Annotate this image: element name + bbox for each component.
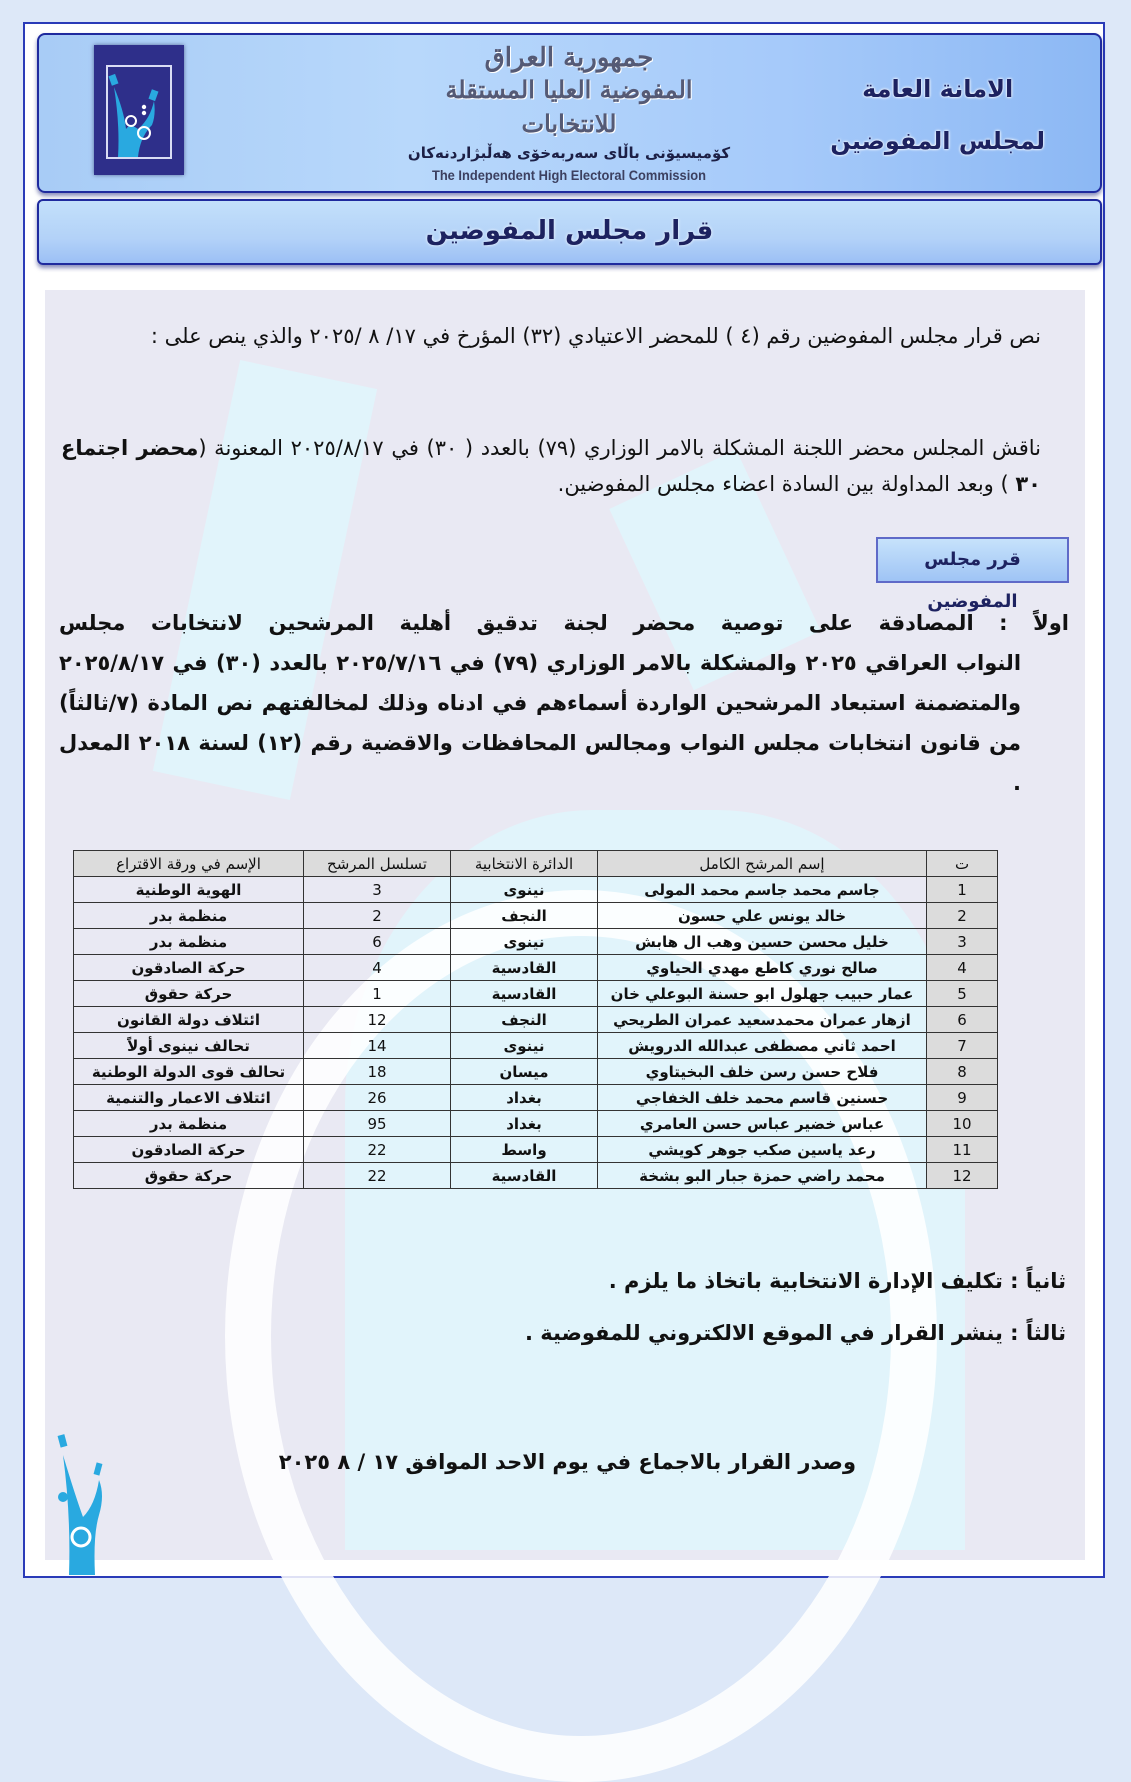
first-decision	[59, 603, 1069, 803]
row-index: 1	[927, 877, 998, 903]
closing-statement: وصدر القرار بالاجماع في يوم الاحد الموافق ١٧ / ٨ ٢٠٢٥	[278, 1450, 856, 1474]
ballot-list-name: منظمة بدر	[74, 903, 304, 929]
row-index: 10	[927, 1111, 998, 1137]
electoral-district: نينوى	[451, 877, 598, 903]
first-decision-body: النواب العراقي ٢٠٢٥ والمشكلة بالامر الوزاري (٧٩) في ٢٠٢٥/٧/١٦ بالعدد (٣٠) في ٢٠٢٥/٨/١٧ والمتضمنة استبعاد المرشحين الواردة أسماءهم في ادناه وذلك لمخالفتهم نص المادة (٧/ثالثاً) من قانون انتخابات مجلس النواب ومجالس المحافظات والاقضية رقم (١٢) لسنة ٢٠١٨ المعدل .	[59, 651, 1022, 795]
col-header-sequence: تسلسل المرشح	[304, 851, 451, 877]
secretariat-line-2: لمجلس المفوضين	[830, 127, 1045, 155]
discussion-paragraph	[61, 430, 1041, 502]
electoral-district: نينوى	[451, 929, 598, 955]
candidate-name: خليل محسن حسين وهب ال هابش	[598, 929, 927, 955]
candidate-sequence: 6	[304, 929, 451, 955]
ballot-list-name: تحالف قوى الدولة الوطنية	[74, 1059, 304, 1085]
letterhead	[37, 33, 1102, 193]
row-index: 5	[927, 981, 998, 1007]
row-index: 4	[927, 955, 998, 981]
ihec-logo-icon	[94, 45, 184, 175]
col-header-ballot-name: الإسم في ورقة الاقتراع	[74, 851, 304, 877]
table-row	[74, 1163, 998, 1189]
candidate-name: عمار حبيب جهلول ابو حسنة البوعلي خان	[598, 981, 927, 1007]
candidate-name: ازهار عمران محمدسعيد عمران الطريحي	[598, 1007, 927, 1033]
candidate-name: احمد ثاني مصطفى عبدالله الدرويش	[598, 1033, 927, 1059]
table-row	[74, 955, 998, 981]
row-index: 12	[927, 1163, 998, 1189]
candidate-sequence: 4	[304, 955, 451, 981]
republic-title: جمهورية العراق	[484, 43, 654, 73]
electoral-district: القادسية	[451, 1163, 598, 1189]
decision-label: قرر مجلس المفوضين	[876, 537, 1069, 583]
ballot-list-name: منظمة بدر	[74, 1111, 304, 1137]
discussion-text-end: ) وبعد المداولة بين السادة اعضاء مجلس المفوضين.	[557, 472, 1016, 496]
electoral-district: النجف	[451, 1007, 598, 1033]
electoral-district: النجف	[451, 903, 598, 929]
candidate-sequence: 3	[304, 877, 451, 903]
electoral-district: بغداد	[451, 1085, 598, 1111]
candidate-name: رعد ياسين صكب جوهر كويشي	[598, 1137, 927, 1163]
candidate-sequence: 22	[304, 1163, 451, 1189]
secretariat-line-1: الامانة العامة	[862, 75, 1014, 103]
excluded-candidates-table	[73, 850, 998, 1189]
candidate-sequence: 1	[304, 981, 451, 1007]
meeting-minutes-ref: محضر اجتماع ٣٠	[61, 436, 1041, 496]
document-title: قرار مجلس المفوضين	[37, 199, 1102, 265]
candidate-sequence: 2	[304, 903, 451, 929]
table-row	[74, 1111, 998, 1137]
electoral-district: بغداد	[451, 1111, 598, 1137]
second-decision: ثانياً : تكليف الإدارة الانتخابية باتخاذ ما يلزم .	[608, 1269, 1066, 1293]
candidate-name: محمد راضي حمزة جبار البو بشخة	[598, 1163, 927, 1189]
ballot-list-name: حركة حقوق	[74, 1163, 304, 1189]
table-row	[74, 929, 998, 955]
commission-kurdish: كۆمیسیۆنی باڵای سەربەخۆی هەڵبژاردنەکان	[407, 144, 731, 162]
electoral-district: القادسية	[451, 981, 598, 1007]
table-row	[74, 981, 998, 1007]
ballot-list-name: ائتلاف دولة القانون	[74, 1007, 304, 1033]
table-row	[74, 1137, 998, 1163]
candidate-name: صالح نوري كاطع مهدي الحياوي	[598, 955, 927, 981]
table-row	[74, 1059, 998, 1085]
ballot-list-name: ائتلاف الاعمار والتنمية	[74, 1085, 304, 1111]
col-header-district: الدائرة الانتخابية	[451, 851, 598, 877]
candidate-sequence: 22	[304, 1137, 451, 1163]
row-index: 7	[927, 1033, 998, 1059]
candidate-name: عباس خضير عباس حسن العامري	[598, 1111, 927, 1137]
col-header-full-name: إسم المرشح الكامل	[598, 851, 927, 877]
other-decisions	[525, 1255, 1066, 1359]
first-decision-lead: اولاً : المصادقة على توصية محضر لجنة تدقيق أهلية المرشحين لانتخابات مجلس	[59, 611, 1069, 635]
row-index: 2	[927, 903, 998, 929]
secretariat-title	[830, 63, 1045, 167]
ballot-list-name: الهوية الوطنية	[74, 877, 304, 903]
row-index: 3	[927, 929, 998, 955]
candidate-sequence: 26	[304, 1085, 451, 1111]
candidate-name: فلاح حسن رسن خلف البخيتاوي	[598, 1059, 927, 1085]
row-index: 9	[927, 1085, 998, 1111]
table-row	[74, 903, 998, 929]
intro-paragraph: نص قرار مجلس المفوضين رقم (٤ ) للمحضر الاعتيادي (٣٢) المؤرخ في ١٧/ ٨ /٢٠٢٥ والذي ينص على :	[150, 324, 1041, 348]
candidate-sequence: 95	[304, 1111, 451, 1137]
table-header-row	[74, 851, 998, 877]
ballot-list-name: منظمة بدر	[74, 929, 304, 955]
row-index: 6	[927, 1007, 998, 1033]
row-index: 8	[927, 1059, 998, 1085]
table-row	[74, 1085, 998, 1111]
electoral-district: واسط	[451, 1137, 598, 1163]
ballot-list-name: حركة الصادقون	[74, 955, 304, 981]
electoral-district: ميسان	[451, 1059, 598, 1085]
candidate-name: خالد يونس علي حسون	[598, 903, 927, 929]
table-row	[74, 1033, 998, 1059]
candidate-name: حسنين قاسم محمد خلف الخفاجي	[598, 1085, 927, 1111]
ihec-figure-icon	[55, 1425, 125, 1580]
ballot-list-name: حركة الصادقون	[74, 1137, 304, 1163]
row-index: 11	[927, 1137, 998, 1163]
candidate-name: جاسم محمد جاسم محمد المولى	[598, 877, 927, 903]
electoral-district: القادسية	[451, 955, 598, 981]
candidate-sequence: 18	[304, 1059, 451, 1085]
commission-english: The Independent High Electoral Commission	[431, 167, 707, 183]
col-header-index: ت	[927, 851, 998, 877]
third-decision: ثالثاً : ينشر القرار في الموقع الالكتروني للمفوضية .	[524, 1321, 1066, 1345]
commission-arabic: المفوضية العليا المستقلة للانتخابات	[445, 75, 693, 138]
electoral-district: نينوى	[451, 1033, 598, 1059]
discussion-text: ناقش المجلس محضر اللجنة المشكلة بالامر الوزاري (٧٩) بالعدد ( ٣٠) في ٢٠٢٥/٨/١٧ المعنونة (	[198, 436, 1041, 460]
ballot-list-name: حركة حقوق	[74, 981, 304, 1007]
table-row	[74, 877, 998, 903]
table-row	[74, 1007, 998, 1033]
candidate-sequence: 14	[304, 1033, 451, 1059]
ballot-list-name: تحالف نينوى أولاً	[74, 1033, 304, 1059]
commission-name	[399, 43, 739, 185]
candidate-sequence: 12	[304, 1007, 451, 1033]
